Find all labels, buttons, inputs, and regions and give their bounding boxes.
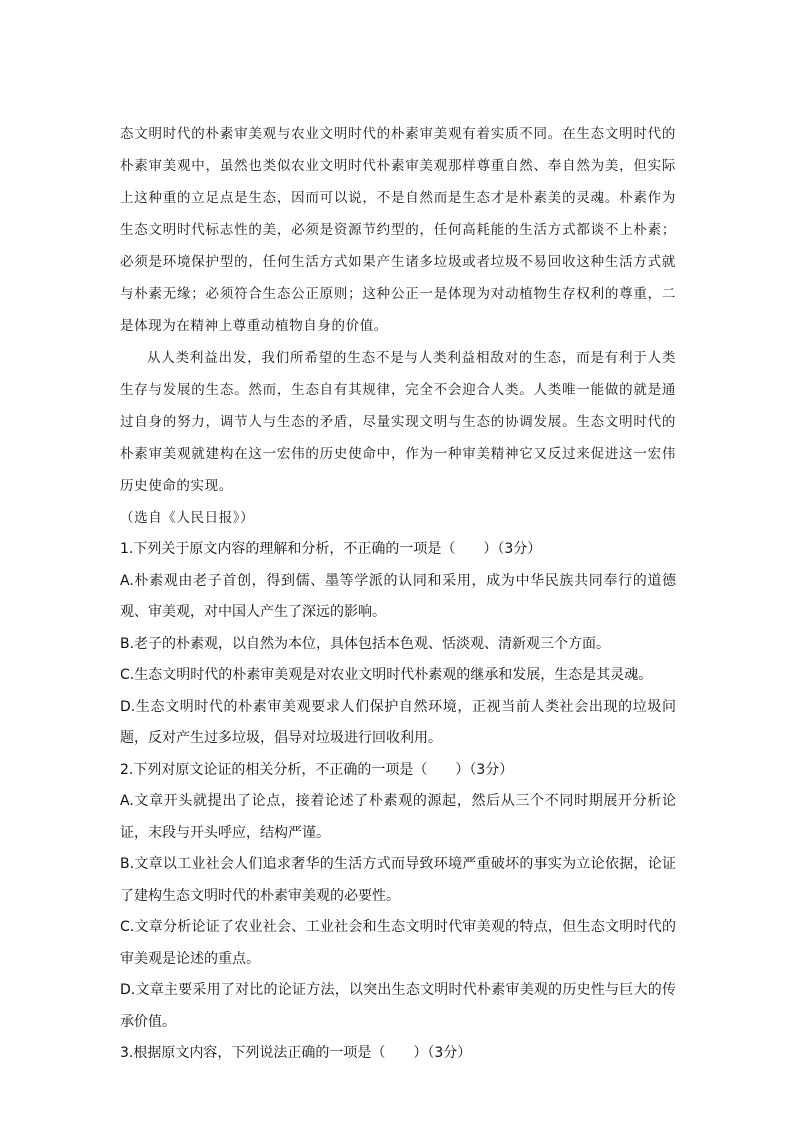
passage-source: （选自《人民日报》） [120,510,255,526]
questions [120,534,676,1070]
question-stem: 1.下列关于原文内容的理解和分析，不正确的一项是（ ）（3分） [120,541,542,557]
question-option-a: A.文章开头就提出了论点，接着论述了朴素观的源起，然后从三个不同时期展开分析论证，末段与开头呼应，结构严谨。 [120,793,676,841]
passage-paragraph-2: 从人类利益出发，我们所希望的生态不是与人类利益相敌对的生态，而是有利于人类生存与发展的生态。然而，生态自有其规律，完全不会迎合人类。人类唯一能做的就是通过自身的努力，调节人与生态的矛盾，尽量实现文明与生态的协调发展。生态文明时代的朴素审美观就建构在这一宏伟的历史使命中，作为一种审美精神它又反过来促进这一宏伟历史使命的实现。 [120,350,676,494]
question-option-c: C.文章分析论证了农业社会、工业社会和生态文明时代审美观的特点，但生态文明时代的审美观是论述的重点。 [120,919,676,967]
question-option-d: D.生态文明时代的朴素审美观要求人们保护自然环境，正视当前人类社会出现的垃圾问题，反对产生过多垃圾，倡导对垃圾进行回收利用。 [120,698,676,746]
question-stem: 3.根据原文内容，下列说法正确的一项是（ ）（3分） [120,1045,472,1061]
question-1 [120,534,676,755]
question-option-d: D.文章主要采用了对比的论证方法，以突出生态文明时代朴素审美观的历史性与巨大的传承价值。 [120,982,676,1030]
question-2 [120,755,676,1039]
document-page [120,118,676,1070]
question-option-b: B.老子的朴素观，以自然为本位，具体包括本色观、恬淡观、清新观三个方面。 [120,635,611,652]
passage-paragraph-1: 态文明时代的朴素审美观与农业文明时代的朴素审美观有着实质不同。在生态文明时代的朴素审美观中，虽然也类似农业文明时代朴素审美观那样尊重自然、奉自然为美，但实际上这种重的立足点是生态，因而可以说，不是自然而是生态才是朴素美的灵魂。朴素作为生态文明时代标志性的美，必须是资源节约型的，任何高耗能的生活方式都谈不上朴素；必须是环境保护型的，任何生活方式如果产生诸多垃圾或者垃圾不易回收这种生活方式就与朴素无缘；必须符合生态公正原则；这种公正一是体现为对动植物生存权利的尊重，二是体现为在精神上尊重动植物自身的价值。 [120,126,676,334]
question-option-b: B.文章以工业社会人们追求奢华的生活方式而导致环境严重破坏的事实为立论依据，论证了建构生态文明时代的朴素审美观的必要性。 [120,856,676,904]
question-option-a: A.朴素观由老子首创，得到儒、墨等学派的认同和采用，成为中华民族共同奉行的道德观、审美观，对中国人产生了深远的影响。 [120,572,676,620]
passage [120,118,676,534]
question-3 [120,1038,676,1070]
question-option-c: C.生态文明时代的朴素审美观是对农业文明时代朴素观的继承和发展，生态是其灵魂。 [120,667,653,683]
question-stem: 2.下列对原文论证的相关分析，不正确的一项是（ ）（3分） [120,761,514,778]
